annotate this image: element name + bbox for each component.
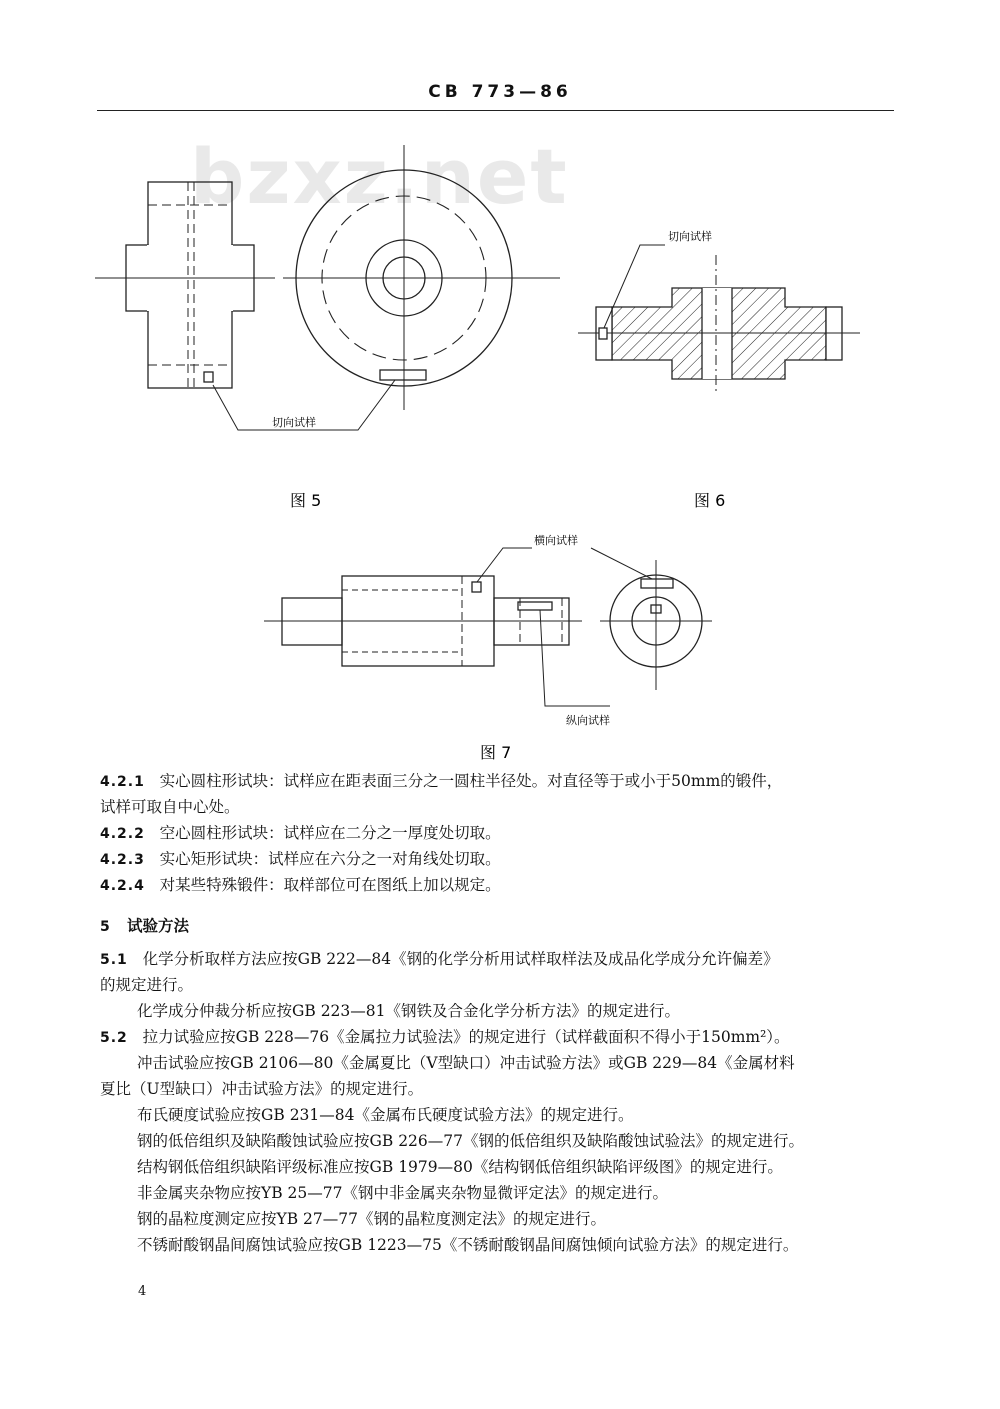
fig6-label: 切向试样 [668,230,712,243]
para-text: 空心圆柱形试块：试样应在二分之一厚度处切取。 [159,824,501,842]
fig5-side-view [95,182,275,388]
fig7-label-bottom: 纵向试样 [566,714,610,727]
para-5-1b: 化学成分仲裁分析应按GB 223—81《钢铁及合金化学分析方法》的规定进行。 [137,1002,681,1020]
para-4-2-1-cont: 试样可取自中心处。 [100,798,240,816]
para-5-2 [100,1025,900,1047]
fig6-sample-square [599,328,607,339]
para-5-2g: 钢的晶粒度测定应按YB 27—77《钢的晶粒度测定法》的规定进行。 [137,1210,606,1228]
para-5-2b: 冲击试验应按GB 2106—80《金属夏比（V型缺口）冲击试验方法》或GB 229—84《金属材料 [137,1054,795,1072]
fig5-caption: 图 5 [290,491,322,510]
fig5-sample-square [204,372,213,382]
para-number: 4.2.4 [100,878,145,894]
para-5-2e: 结构钢低倍组织缺陷评级标准应按GB 1979—80《结构钢低倍组织缺陷评级图》的规定进行。 [137,1158,783,1176]
para-text: 实心矩形试块：试样应在六分之一对角线处切取。 [159,850,501,868]
para-number: 4.2.1 [100,774,145,790]
para-4-2-2 [100,821,900,843]
para-text: 对某些特殊锻件：取样部位可在图纸上加以规定。 [159,876,501,894]
para-text: 化学分析取样方法应按GB 222—84《钢的化学分析用试样取样法及成品化学成分允许偏差》 [142,950,779,968]
para-4-2-3 [100,847,900,869]
section-title: 试验方法 [126,917,189,935]
watermark: bzxz.net [190,132,569,221]
para-5-2b-cont: 夏比（U型缺口）冲击试验方法》的规定进行。 [100,1080,424,1098]
para-4-2-1 [100,769,900,791]
fig6-drawing [578,245,860,395]
fig7-front-view [540,548,712,706]
fig7-sample-bar [518,602,552,610]
document-code-header: CB 773—86 [428,82,572,102]
para-5-2d: 钢的低倍组织及缺陷酸蚀试验应按GB 226—77《钢的低倍组织及缺陷酸蚀试验法》的规定进行。 [137,1132,805,1150]
page-number: 4 [138,1284,147,1299]
fig5-label: 切向试样 [272,416,316,429]
para-number: 4.2.3 [100,852,145,868]
fig5-front-view [213,145,560,430]
para-number: 5.2 [100,1030,128,1046]
fig7-sample-square [472,582,481,592]
fig7-sample-bar-2 [641,579,673,588]
para-5-2f: 非金属夹杂物应按YB 25—77《钢中非金属夹杂物显微评定法》的规定进行。 [137,1184,668,1202]
para-5-2h: 不锈耐酸钢晶间腐蚀试验应按GB 1223—75《不锈耐酸钢晶间腐蚀倾向试验方法》的规定进行。 [137,1236,799,1254]
fig5-sample-bar [380,370,426,380]
para-5-1-cont: 的规定进行。 [100,976,194,994]
fig7-caption: 图 7 [480,743,512,760]
fig7-label-top: 横向试样 [534,534,578,547]
para-number: 4.2.2 [100,826,145,842]
para-5-2c: 布氏硬度试验应按GB 231—84《金属布氏硬度试验方法》的规定进行。 [137,1106,634,1124]
para-5-1 [100,947,900,969]
fig6-caption: 图 6 [694,491,726,510]
para-text: 拉力试验应按GB 228—76《金属拉力试验法》的规定进行（试样截面积不得小于150mm²）。 [142,1028,790,1046]
para-text: 实心圆柱形试块：试样应在距表面三分之一圆柱半径处。对直径等于或小于50mm的锻件， [159,772,783,790]
section-5-heading [100,914,900,936]
section-number: 5 [100,919,111,935]
fig7-side-view [264,548,582,666]
para-number: 5.1 [100,952,128,968]
para-4-2-4 [100,873,900,895]
